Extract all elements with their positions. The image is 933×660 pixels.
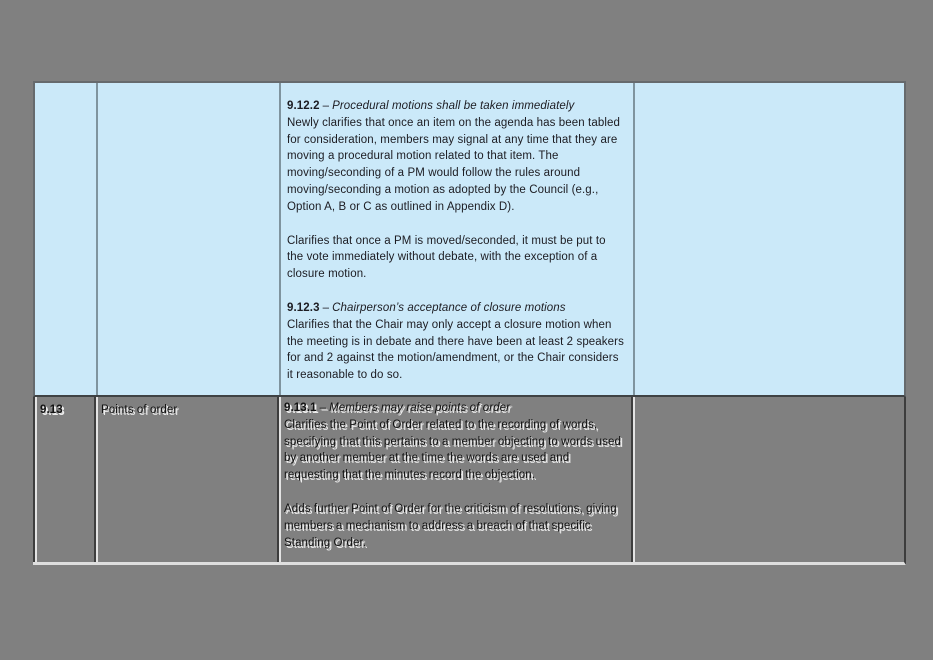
- dash: –: [319, 402, 327, 414]
- paragraph: Adds further Point of Order for the criticism of resolutions, giving members a mechanism to address a breach of that specific Standing Order.: [284, 502, 617, 549]
- section-number: 9.12.3: [287, 301, 320, 314]
- amendment-detail-cell[interactable]: [277, 397, 631, 562]
- section-title: Chairperson’s acceptance of closure motions: [332, 301, 566, 314]
- paragraph: Newly clarifies that once an item on the agenda has been tabled for consideration, members may signal at any time that they are moving a procedural motion related to that item. The moving/seconding of a PM would follow the rules around moving/seconding a motion as adopted by the Council (e.g., Option A, B or C as outlined in Appendix D).: [287, 116, 620, 213]
- paragraph: Clarifies the Point of Order related to the recording of words, specifying that this pertains to a member objecting to words used by another member at the time the words are used and requesting that the minutes record the objection.: [284, 418, 621, 482]
- table-row-9-12: [33, 81, 906, 397]
- clause-number-cell[interactable]: [33, 397, 94, 562]
- section-heading: [287, 98, 625, 115]
- paragraph: Clarifies that once a PM is moved/seconded, it must be put to the vote immediately without debate, with the exception of a closure motion.: [287, 234, 606, 281]
- section-title: Procedural motions shall be taken immediately: [332, 100, 575, 112]
- section-title: Members may raise points of order: [329, 402, 511, 414]
- table-row-9-13: [33, 397, 906, 565]
- dash: –: [322, 301, 330, 314]
- topic-label: Points of order: [101, 404, 178, 416]
- paragraph: Clarifies that the Chair may only accept a closure motion when the meeting is in debate and there have been at least 2 speakers for and 2 against the motion/amendment, or the Chair considers it reasonable to do so.: [287, 318, 624, 382]
- clause-number: 9.13: [40, 404, 63, 416]
- topic-cell[interactable]: [96, 83, 279, 395]
- notes-cell[interactable]: [633, 83, 904, 395]
- section-number: 9.13.1: [284, 402, 317, 414]
- section-heading: [287, 300, 625, 317]
- clause-number-cell[interactable]: [35, 83, 96, 395]
- section-heading: [284, 400, 623, 417]
- standing-orders-table: [33, 81, 906, 565]
- section-number: 9.12.2: [287, 100, 320, 112]
- notes-cell[interactable]: [631, 397, 904, 562]
- dash: –: [322, 100, 330, 112]
- topic-cell[interactable]: [94, 397, 277, 562]
- amendment-detail-cell[interactable]: [279, 83, 633, 395]
